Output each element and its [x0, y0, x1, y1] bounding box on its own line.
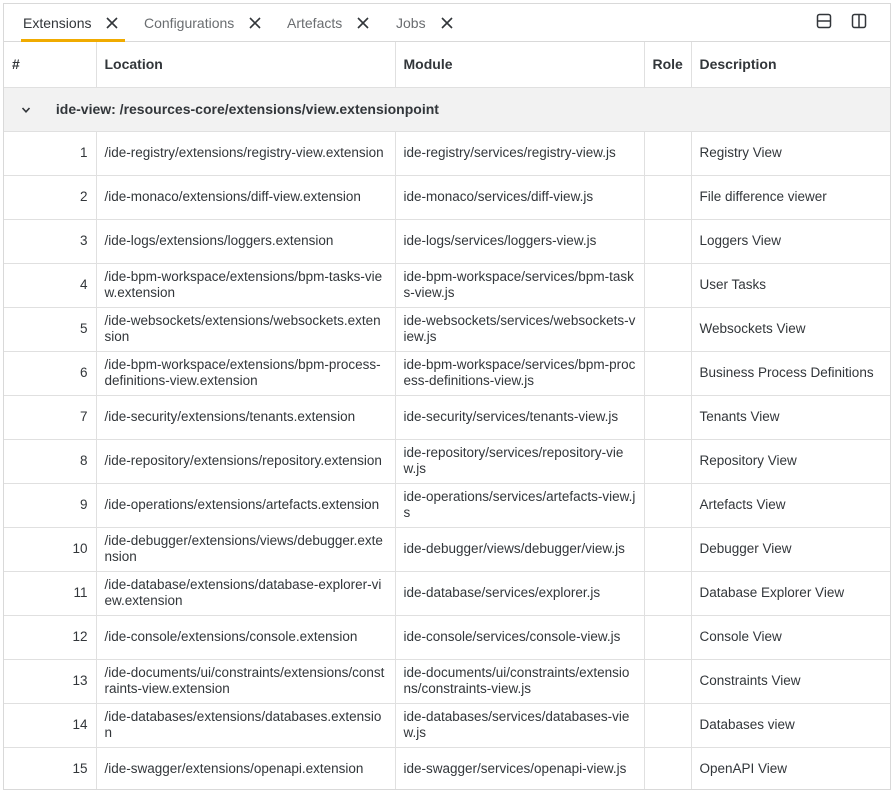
row-number [4, 659, 96, 703]
description-cell-text: Debugger View [699, 541, 792, 556]
table-row[interactable] [4, 747, 890, 790]
row-number [4, 219, 96, 263]
table-row[interactable] [4, 307, 890, 351]
table-row[interactable] [4, 219, 890, 263]
tab-label: Extensions [23, 14, 92, 31]
module-cell [395, 703, 644, 747]
row-number-text: 6 [79, 365, 88, 380]
description-cell [691, 527, 890, 571]
location-cell-text: /ide-repository/extensions/repository.extension [104, 453, 382, 468]
table-row[interactable] [4, 703, 890, 747]
description-cell [691, 263, 890, 307]
module-cell [395, 219, 644, 263]
row-number [4, 439, 96, 483]
module-cell [395, 527, 644, 571]
description-cell-text: File difference viewer [699, 189, 827, 204]
location-cell [96, 483, 395, 527]
role-cell [644, 131, 691, 175]
description-cell-text: Constraints View [699, 673, 801, 688]
column-header-description[interactable]: Description [691, 42, 890, 87]
table-row[interactable] [4, 615, 890, 659]
row-number [4, 175, 96, 219]
description-cell-text: Tenants View [699, 409, 780, 424]
role-cell [644, 175, 691, 219]
table-header-row [4, 42, 890, 87]
role-cell [644, 219, 691, 263]
row-number [4, 527, 96, 571]
table-row[interactable] [4, 263, 890, 307]
role-cell [644, 307, 691, 351]
role-cell [644, 395, 691, 439]
split-vertical-button[interactable] [850, 14, 868, 32]
row-number-text: 5 [79, 321, 88, 336]
location-cell-text: /ide-logs/extensions/loggers.extension [104, 233, 334, 248]
module-cell-text: ide-database/services/explorer.js [403, 585, 601, 600]
role-cell [644, 703, 691, 747]
location-cell-text: /ide-swagger/extensions/openapi.extension [104, 761, 364, 776]
row-number [4, 307, 96, 351]
location-cell [96, 351, 395, 395]
row-number-text: 3 [79, 233, 88, 248]
role-cell [644, 571, 691, 615]
tab-bar [4, 4, 890, 42]
description-cell [691, 483, 890, 527]
row-number [4, 131, 96, 175]
description-cell [691, 219, 890, 263]
module-cell-text: ide-repository/services/repository-view.js [403, 445, 624, 476]
location-cell [96, 131, 395, 175]
row-number [4, 263, 96, 307]
close-icon[interactable] [105, 16, 119, 30]
tab-label: Configurations [144, 14, 235, 31]
description-cell-text: User Tasks [699, 277, 767, 292]
row-number-text: 2 [79, 189, 88, 204]
description-cell [691, 395, 890, 439]
close-icon[interactable] [356, 16, 370, 30]
module-cell [395, 351, 644, 395]
extensions-panel [3, 3, 891, 790]
role-cell [644, 527, 691, 571]
row-number-text: 14 [72, 717, 88, 732]
table-row[interactable] [4, 439, 890, 483]
role-cell [644, 747, 691, 790]
location-cell-text: /ide-registry/extensions/registry-view.extension [104, 145, 384, 160]
module-cell [395, 263, 644, 307]
tab-label: Jobs [396, 14, 426, 31]
location-cell-text: /ide-websockets/extensions/websockets.extension [104, 313, 381, 344]
split-vertical-icon [851, 13, 867, 34]
group-label: ide-view: /resources-core/extensions/view.extensionpoint [55, 101, 439, 117]
description-cell-text: Artefacts View [699, 497, 786, 512]
module-cell-text: ide-debugger/views/debugger/view.js [403, 541, 625, 556]
row-number-text: 13 [72, 673, 88, 688]
close-icon[interactable] [440, 16, 454, 30]
description-cell [691, 307, 890, 351]
role-cell [644, 483, 691, 527]
description-cell-text: Registry View [699, 145, 782, 160]
description-cell-text: Repository View [699, 453, 797, 468]
row-number-text: 7 [79, 409, 88, 424]
module-cell-text: ide-operations/services/artefacts-view.js [403, 489, 636, 520]
description-cell [691, 439, 890, 483]
description-cell [691, 131, 890, 175]
module-cell [395, 395, 644, 439]
module-cell-text: ide-registry/services/registry-view.js [403, 145, 616, 160]
location-cell [96, 307, 395, 351]
module-cell [395, 307, 644, 351]
row-number-text: 10 [72, 541, 88, 556]
location-cell-text: /ide-database/extensions/database-explorer-view.extension [104, 577, 382, 608]
extensions-table [4, 42, 890, 790]
module-cell-text: ide-security/services/tenants-view.js [403, 409, 619, 424]
module-cell [395, 131, 644, 175]
module-cell-text: ide-swagger/services/openapi-view.js [403, 761, 627, 776]
module-cell-text: ide-documents/ui/constraints/extensions/constraints-view.js [403, 665, 630, 696]
table-row[interactable] [4, 395, 890, 439]
chevron-down-icon[interactable] [20, 104, 32, 116]
row-number [4, 571, 96, 615]
table-row[interactable] [4, 483, 890, 527]
location-cell-text: /ide-debugger/extensions/views/debugger.extension [104, 533, 383, 564]
description-cell [691, 571, 890, 615]
location-cell [96, 527, 395, 571]
description-cell [691, 175, 890, 219]
module-cell-text: ide-console/services/console-view.js [403, 629, 621, 644]
row-number-text: 8 [79, 453, 88, 468]
tab-artefacts[interactable] [287, 4, 370, 41]
module-cell [395, 571, 644, 615]
description-cell-text: Console View [699, 629, 782, 644]
split-horizontal-icon [816, 13, 832, 34]
column-header-location[interactable]: Location [96, 42, 395, 87]
role-cell [644, 659, 691, 703]
row-number-text: 15 [72, 761, 88, 776]
location-cell-text: /ide-operations/extensions/artefacts.extension [104, 497, 380, 512]
module-cell-text: ide-websockets/services/websockets-view.js [403, 313, 636, 344]
row-number-text: 1 [79, 145, 88, 160]
table-row[interactable] [4, 175, 890, 219]
table-row[interactable] [4, 659, 890, 703]
tab-jobs[interactable] [396, 4, 454, 41]
description-cell [691, 615, 890, 659]
row-number-text: 11 [73, 585, 88, 600]
module-cell-text: ide-bpm-workspace/services/bpm-tasks-view.js [403, 269, 634, 300]
row-number-text: 4 [79, 277, 88, 292]
description-cell-text: Databases view [699, 717, 795, 732]
module-cell-text: ide-monaco/services/diff-view.js [403, 189, 594, 204]
module-cell [395, 659, 644, 703]
module-cell [395, 175, 644, 219]
row-number [4, 747, 96, 790]
location-cell-text: /ide-bpm-workspace/extensions/bpm-process-definitions-view.extension [104, 357, 381, 388]
tab-label: Artefacts [287, 14, 343, 31]
row-number-text: 12 [72, 629, 88, 644]
location-cell [96, 659, 395, 703]
row-number-text: 9 [79, 497, 88, 512]
location-cell [96, 175, 395, 219]
role-cell [644, 263, 691, 307]
location-cell [96, 703, 395, 747]
module-cell [395, 439, 644, 483]
location-cell [96, 395, 395, 439]
location-cell-text: /ide-bpm-workspace/extensions/bpm-tasks-view.extension [104, 269, 383, 300]
table-row[interactable] [4, 527, 890, 571]
tab-extensions[interactable] [23, 4, 119, 41]
row-number [4, 703, 96, 747]
location-cell-text: /ide-documents/ui/constraints/extensions/constraints-view.extension [104, 665, 385, 696]
close-icon[interactable] [248, 16, 262, 30]
location-cell-text: /ide-console/extensions/console.extension [104, 629, 358, 644]
row-number [4, 615, 96, 659]
description-cell-text: Business Process Definitions [699, 365, 874, 380]
description-cell [691, 747, 890, 790]
role-cell [644, 351, 691, 395]
group-row[interactable] [4, 87, 890, 131]
column-header-module[interactable]: Module [395, 42, 644, 87]
module-cell-text: ide-logs/services/loggers-view.js [403, 233, 597, 248]
location-cell [96, 219, 395, 263]
table-row[interactable] [4, 131, 890, 175]
description-cell-text: Database Explorer View [699, 585, 845, 600]
split-horizontal-button[interactable] [815, 14, 833, 32]
role-cell [644, 439, 691, 483]
description-cell [691, 351, 890, 395]
group-cell[interactable] [4, 87, 890, 131]
row-number [4, 483, 96, 527]
tab-configurations[interactable] [144, 4, 262, 41]
row-number [4, 351, 96, 395]
description-cell-text: Websockets View [699, 321, 806, 336]
location-cell [96, 263, 395, 307]
description-cell-text: OpenAPI View [699, 761, 788, 776]
module-cell [395, 615, 644, 659]
table-row[interactable] [4, 571, 890, 615]
location-cell-text: /ide-monaco/extensions/diff-view.extension [104, 189, 361, 204]
table-row[interactable] [4, 351, 890, 395]
location-cell-text: /ide-security/extensions/tenants.extension [104, 409, 356, 424]
location-cell-text: /ide-databases/extensions/databases.extension [104, 709, 382, 740]
row-number [4, 395, 96, 439]
module-cell-text: ide-bpm-workspace/services/bpm-process-definitions-view.js [403, 357, 636, 388]
module-cell-text: ide-databases/services/databases-view.js [403, 709, 630, 740]
column-header-number[interactable]: # [4, 42, 96, 87]
location-cell [96, 615, 395, 659]
location-cell [96, 747, 395, 790]
location-cell [96, 439, 395, 483]
description-cell-text: Loggers View [699, 233, 782, 248]
module-cell [395, 747, 644, 790]
role-cell [644, 615, 691, 659]
description-cell [691, 703, 890, 747]
location-cell [96, 571, 395, 615]
description-cell [691, 659, 890, 703]
column-header-role[interactable]: Role [644, 42, 691, 87]
module-cell [395, 483, 644, 527]
